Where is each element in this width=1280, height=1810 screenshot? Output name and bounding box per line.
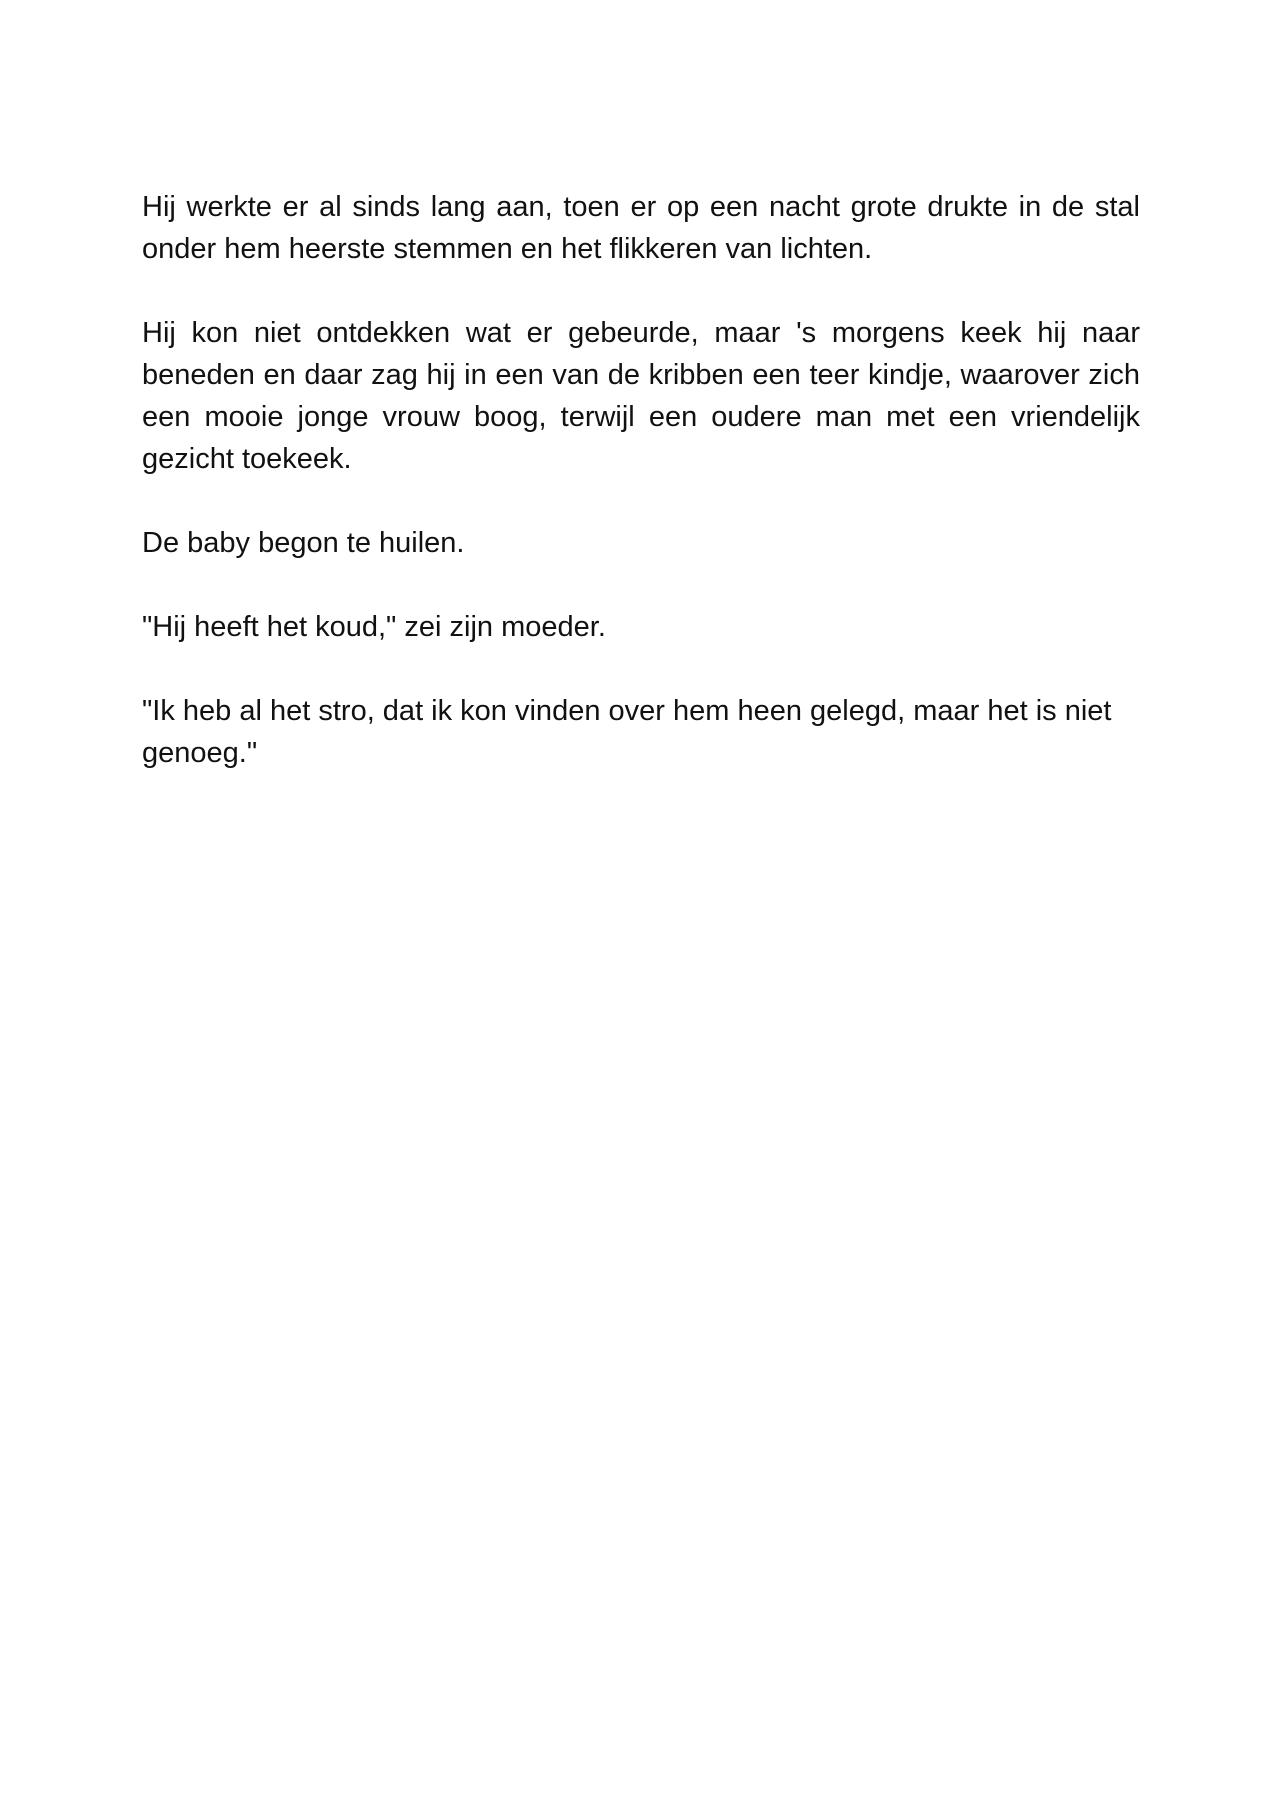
paragraph-2: Hij kon niet ontdekken wat er gebeurde, maar 's morgens keek hij naar beneden en daar zag hij in een van de kribben een teer kindje, waarover zich een mooie jonge vrouw boog, terwijl een oudere man met een vriendelijk gezicht toekeek. <box>142 317 1140 475</box>
paragraph-5: "Ik heb al het stro, dat ik kon vinden over hem heen gelegd, maar het is niet genoeg." <box>142 695 1112 769</box>
paragraph-1: Hij werkte er al sinds lang aan, toen er op een nacht grote drukte in de stal onder hem heerste stemmen en het flikkeren van lichten. <box>142 191 1140 265</box>
paragraph-4: "Hij heeft het koud," zei zijn moeder. <box>142 611 606 643</box>
body-text <box>142 186 1140 816</box>
paragraph-3: De baby begon te huilen. <box>142 527 465 559</box>
